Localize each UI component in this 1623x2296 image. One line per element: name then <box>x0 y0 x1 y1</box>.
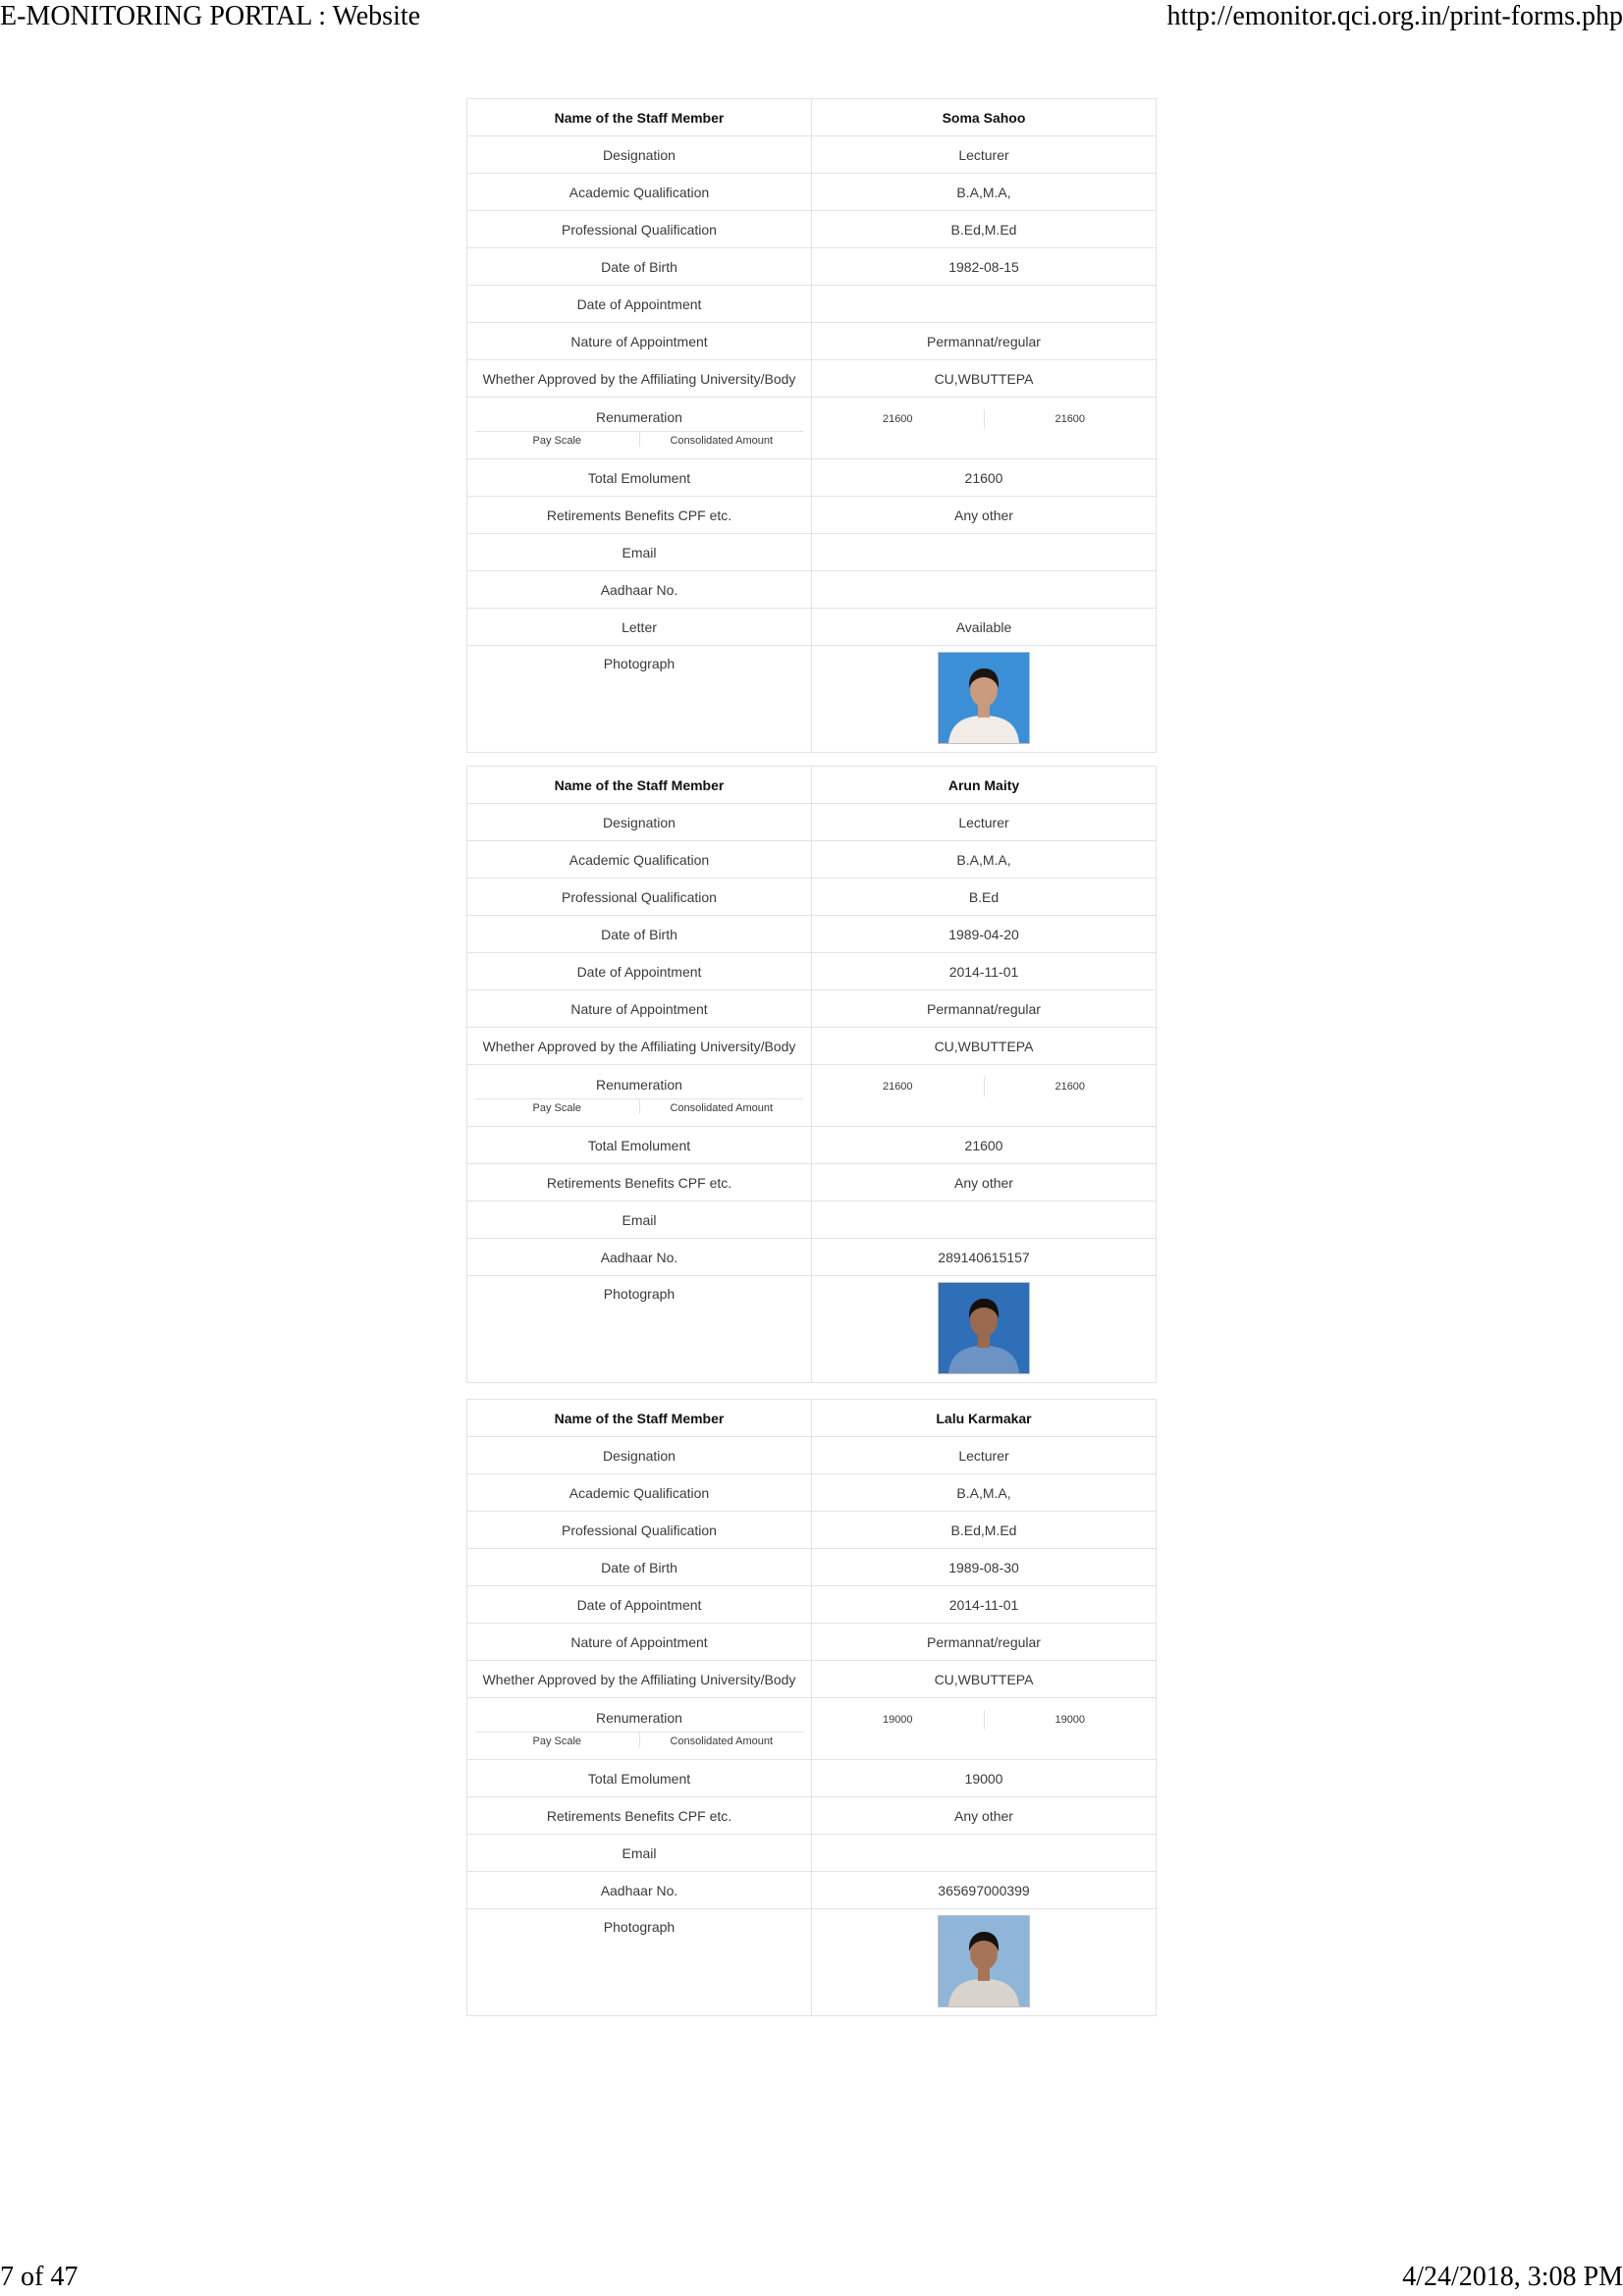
designation-value: Lecturer <box>812 804 1157 841</box>
staff-photo <box>938 652 1030 744</box>
retirement-value: Any other <box>812 1164 1157 1201</box>
dob-label: Date of Birth <box>467 248 812 286</box>
approved-value: CU,WBUTTEPA <box>812 360 1157 398</box>
nature-value: Permannat/regular <box>812 323 1157 360</box>
approved-label: Whether Approved by the Affiliating University/Body <box>467 360 812 398</box>
designation-value: Lecturer <box>812 136 1157 174</box>
pay-scale-label: Pay Scale <box>475 1733 640 1747</box>
staff-table <box>466 98 1157 753</box>
name-label: Name of the Staff Member <box>467 767 812 804</box>
email-label: Email <box>467 1835 812 1872</box>
dob-label: Date of Birth <box>467 916 812 953</box>
consolidated-value: 19000 <box>1055 1714 1086 1726</box>
print-timestamp: 4/24/2018, 3:08 PM <box>1402 2262 1623 2292</box>
aadhaar-label: Aadhaar No. <box>467 571 812 609</box>
designation-label: Designation <box>467 136 812 174</box>
photograph-cell <box>812 1909 1157 2016</box>
page-counter: 7 of 47 <box>0 2262 79 2292</box>
nature-label: Nature of Appointment <box>467 323 812 360</box>
name-label: Name of the Staff Member <box>467 99 812 136</box>
doa-label: Date of Appointment <box>467 286 812 323</box>
consolidated-label: Consolidated Amount <box>670 435 774 447</box>
email-value <box>812 1835 1157 1872</box>
academic-label: Academic Qualification <box>467 1474 812 1512</box>
renumeration-label: Renumeration <box>596 1077 682 1093</box>
staff-name: Lalu Karmakar <box>812 1400 1157 1437</box>
photograph-label-cell <box>467 1909 812 2016</box>
email-value <box>812 1201 1157 1239</box>
pay-scale-value: 21600 <box>812 1077 985 1096</box>
doa-value: 2014-11-01 <box>812 1586 1157 1624</box>
nature-value: Permannat/regular <box>812 1624 1157 1661</box>
pay-scale-value: 19000 <box>812 1710 985 1730</box>
retirement-value: Any other <box>812 1797 1157 1835</box>
consolidated-label: Consolidated Amount <box>670 1102 774 1114</box>
staff-table <box>466 766 1157 1383</box>
staff-photo <box>938 1915 1030 2007</box>
aadhaar-value: 289140615157 <box>812 1239 1157 1276</box>
approved-value: CU,WBUTTEPA <box>812 1028 1157 1065</box>
academic-value: B.A,M.A, <box>812 174 1157 211</box>
doa-label: Date of Appointment <box>467 953 812 990</box>
print-header-url: http://emonitor.qci.org.in/print-forms.php <box>1166 1 1623 31</box>
total-value: 21600 <box>812 459 1157 497</box>
total-label: Total Emolument <box>467 459 812 497</box>
photograph-label-cell <box>467 646 812 753</box>
total-label: Total Emolument <box>467 1760 812 1797</box>
staff-table <box>466 1399 1157 2016</box>
photograph-label: Photograph <box>603 1286 676 1302</box>
email-label: Email <box>467 534 812 571</box>
pay-scale-label: Pay Scale <box>475 1099 640 1114</box>
renumeration-label-cell <box>467 1065 812 1127</box>
pay-scale-value: 21600 <box>812 409 985 429</box>
retirement-label: Retirements Benefits CPF etc. <box>467 1797 812 1835</box>
photograph-label: Photograph <box>603 656 676 671</box>
renumeration-label: Renumeration <box>596 1710 682 1726</box>
retirement-label: Retirements Benefits CPF etc. <box>467 497 812 534</box>
doa-label: Date of Appointment <box>467 1586 812 1624</box>
email-label: Email <box>467 1201 812 1239</box>
aadhaar-label: Aadhaar No. <box>467 1872 812 1909</box>
academic-value: B.A,M.A, <box>812 841 1157 879</box>
renumeration-label-cell <box>467 398 812 459</box>
aadhaar-value <box>812 571 1157 609</box>
nature-label: Nature of Appointment <box>467 990 812 1028</box>
staff-photo <box>938 1282 1030 1374</box>
professional-value: B.Ed <box>812 879 1157 916</box>
designation-label: Designation <box>467 1437 812 1474</box>
retirement-value: Any other <box>812 497 1157 534</box>
letter-value: Available <box>812 609 1157 646</box>
renumeration-label-cell <box>467 1698 812 1760</box>
aadhaar-value: 365697000399 <box>812 1872 1157 1909</box>
professional-label: Professional Qualification <box>467 1512 812 1549</box>
letter-label: Letter <box>467 609 812 646</box>
print-header-title: E-MONITORING PORTAL : Website <box>0 1 421 31</box>
designation-label: Designation <box>467 804 812 841</box>
renumeration-value-cell <box>812 1065 1157 1127</box>
doa-value: 2014-11-01 <box>812 953 1157 990</box>
aadhaar-label: Aadhaar No. <box>467 1239 812 1276</box>
academic-label: Academic Qualification <box>467 841 812 879</box>
nature-value: Permannat/regular <box>812 990 1157 1028</box>
total-value: 21600 <box>812 1127 1157 1164</box>
consolidated-value: 21600 <box>1055 1081 1086 1093</box>
renumeration-value-cell <box>812 1698 1157 1760</box>
photograph-label: Photograph <box>603 1919 676 1935</box>
nature-label: Nature of Appointment <box>467 1624 812 1661</box>
professional-value: B.Ed,M.Ed <box>812 211 1157 248</box>
approved-label: Whether Approved by the Affiliating University/Body <box>467 1028 812 1065</box>
professional-label: Professional Qualification <box>467 879 812 916</box>
dob-value: 1982-08-15 <box>812 248 1157 286</box>
dob-value: 1989-08-30 <box>812 1549 1157 1586</box>
dob-value: 1989-04-20 <box>812 916 1157 953</box>
staff-name: Arun Maity <box>812 767 1157 804</box>
renumeration-label: Renumeration <box>596 409 682 425</box>
consolidated-value: 21600 <box>1055 413 1086 425</box>
email-value <box>812 534 1157 571</box>
total-label: Total Emolument <box>467 1127 812 1164</box>
professional-label: Professional Qualification <box>467 211 812 248</box>
renumeration-value-cell <box>812 398 1157 459</box>
designation-value: Lecturer <box>812 1437 1157 1474</box>
academic-label: Academic Qualification <box>467 174 812 211</box>
dob-label: Date of Birth <box>467 1549 812 1586</box>
academic-value: B.A,M.A, <box>812 1474 1157 1512</box>
consolidated-label: Consolidated Amount <box>670 1735 774 1747</box>
approved-label: Whether Approved by the Affiliating University/Body <box>467 1661 812 1698</box>
photograph-cell <box>812 1276 1157 1383</box>
approved-value: CU,WBUTTEPA <box>812 1661 1157 1698</box>
doa-value <box>812 286 1157 323</box>
total-value: 19000 <box>812 1760 1157 1797</box>
retirement-label: Retirements Benefits CPF etc. <box>467 1164 812 1201</box>
pay-scale-label: Pay Scale <box>475 432 640 447</box>
name-label: Name of the Staff Member <box>467 1400 812 1437</box>
photograph-cell <box>812 646 1157 753</box>
staff-name: Soma Sahoo <box>812 99 1157 136</box>
photograph-label-cell <box>467 1276 812 1383</box>
professional-value: B.Ed,M.Ed <box>812 1512 1157 1549</box>
